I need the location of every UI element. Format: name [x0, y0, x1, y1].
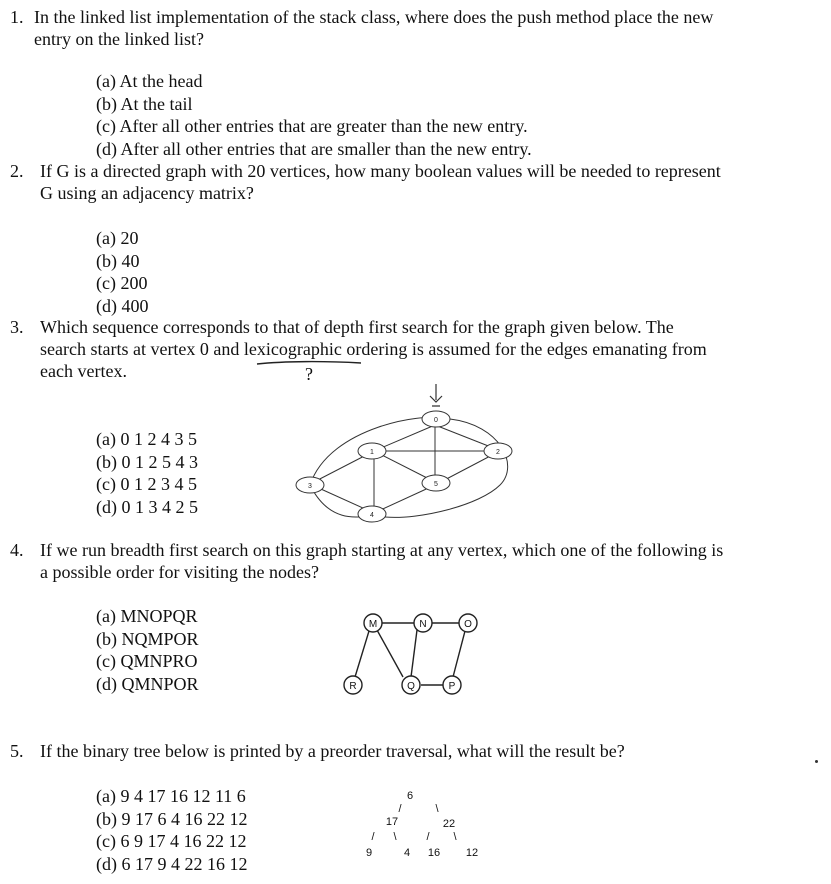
option-c: (c) After all other entries that are greater than the new entry.: [96, 116, 528, 136]
option-c: (c) 6 9 17 4 16 22 12: [96, 831, 247, 851]
question-text: If G is a directed graph with 20 vertices, how many boolean values will be needed to represent G using an adjacency matrix?: [40, 161, 721, 203]
option-b: (b) At the tail: [96, 93, 193, 114]
node-label: P: [448, 681, 456, 692]
edge: [453, 631, 465, 677]
option-b: (b) 40: [96, 250, 140, 271]
question-4-options: [96, 605, 199, 695]
node-label: R: [349, 681, 357, 692]
option-a: (a) 20: [96, 228, 139, 248]
edge: [385, 419, 508, 517]
question-3-options: [96, 428, 198, 518]
option-a: (a) MNOPQR: [96, 606, 198, 626]
binary-tree: [355, 785, 495, 865]
node-label: Q: [407, 681, 415, 692]
option-d: (d) After all other entries that are smaller than the new entry.: [96, 138, 532, 159]
question-number: 5.: [10, 741, 24, 761]
option-b: (b) 9 17 6 4 16 22 12: [96, 808, 248, 829]
node-label: 4: [370, 512, 374, 519]
question-number: 2.: [10, 161, 24, 181]
tree-edge: \: [453, 831, 457, 843]
option-a: (a) 0 1 2 4 3 5: [96, 429, 197, 449]
node-label: 0: [434, 417, 438, 424]
question-number: 4.: [10, 540, 24, 560]
node-label: 1: [370, 449, 374, 456]
option-b: (b) NQMPOR: [96, 628, 199, 649]
dfs-graph: [290, 405, 530, 535]
question-5-options: [96, 785, 248, 875]
option-b: (b) 0 1 2 5 4 3: [96, 451, 198, 472]
question-number: 3.: [10, 317, 24, 337]
edge: [355, 631, 369, 677]
tree-edge: /: [426, 831, 430, 843]
node-label: N: [419, 619, 427, 630]
option-d: (d) 6 17 9 4 22 16 12: [96, 853, 248, 874]
option-d: (d) 400: [96, 295, 149, 316]
bfs-graph: [335, 605, 495, 700]
option-a: (a) 9 4 17 16 12 11 6: [96, 786, 246, 806]
tree-node: 17: [385, 816, 399, 828]
tree-edge: \: [435, 803, 439, 815]
node-label: O: [464, 619, 472, 630]
tree-node: 9: [365, 847, 373, 859]
question-text: If the binary tree below is printed by a preorder traversal, what will the result be?: [40, 741, 625, 761]
option-d: (d) QMNPOR: [96, 673, 199, 694]
tree-edge: /: [398, 803, 402, 815]
tree-node: 4: [403, 847, 411, 859]
question-text: If we run breadth first search on this graph starting at any vertex, which one of the following is a possible order for visiting the nodes?: [40, 540, 724, 582]
node-label: 5: [434, 481, 438, 488]
node-label: 3: [308, 483, 312, 490]
tree-edge: \: [393, 831, 397, 843]
question-number: 1.: [10, 7, 24, 27]
option-c: (c) 200: [96, 273, 148, 293]
question-text: Which sequence corresponds to that of depth first search for the graph given below. The search starts at vertex 0 and lexicographic ordering is assumed for the edges emanating from each vertex.: [40, 317, 707, 381]
option-c: (c) QMNPRO: [96, 651, 198, 671]
option-a: (a) At the head: [96, 71, 203, 91]
question-2-options: [96, 227, 149, 317]
question-text: In the linked list implementation of the stack class, where does the push method place the new entry on the linked list?: [34, 7, 714, 49]
tree-node: 22: [442, 818, 456, 830]
stray-dot: [815, 760, 818, 763]
edge: [435, 425, 496, 449]
tree-edge: /: [371, 831, 375, 843]
handwritten-question-mark: ?: [305, 364, 313, 384]
node-label: 2: [496, 449, 500, 456]
option-d: (d) 0 1 3 4 2 5: [96, 496, 198, 517]
edge: [411, 630, 417, 677]
tree-node: 6: [406, 790, 414, 802]
edge: [377, 630, 403, 677]
option-c: (c) 0 1 2 3 4 5: [96, 474, 197, 494]
node-label: M: [368, 619, 378, 630]
question-1-options: [96, 70, 532, 160]
tree-node: 16: [427, 847, 441, 859]
tree-node: 12: [465, 847, 479, 859]
